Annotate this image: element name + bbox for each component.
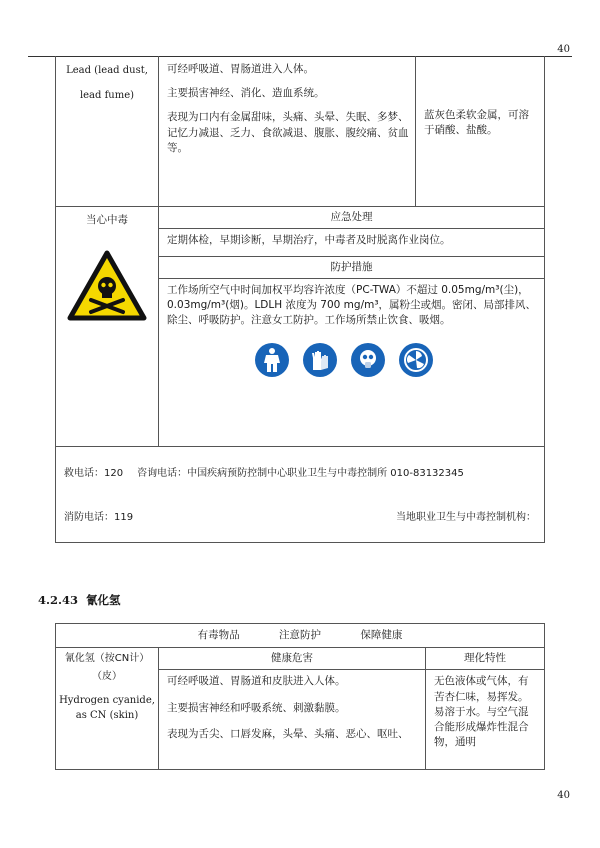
hcn-health-header: 健康危害 bbox=[159, 648, 426, 670]
banner-protect: 注意防护 bbox=[279, 629, 321, 641]
protection-cell bbox=[159, 278, 545, 446]
hcn-banner bbox=[56, 624, 545, 648]
hcn-name-en-1: Hydrogen cyanide, bbox=[59, 695, 155, 707]
toxic-warning-icon bbox=[67, 250, 147, 322]
lead-health-p2: 主要损害神经、消化、造血系统。 bbox=[167, 87, 325, 100]
hcn-health-p3: 表现为舌尖、口唇发麻，头晕、头痛、恶心、呕吐、 bbox=[167, 727, 409, 740]
hcn-health-cell bbox=[159, 670, 426, 770]
banner-toxic: 有毒物品 bbox=[197, 629, 240, 641]
warning-label: 当心中毒 bbox=[86, 213, 128, 226]
lead-name-en-1: Lead (lead dust, bbox=[66, 65, 148, 76]
section-title: 氰化氢 bbox=[86, 593, 121, 607]
fire-phone: 消防电话：119 bbox=[64, 511, 134, 523]
ventilation-icon bbox=[399, 343, 433, 377]
page-number-top: 40 bbox=[557, 44, 570, 55]
local-agency: 当地职业卫生与中毒控制机构： bbox=[396, 511, 536, 523]
lead-name-en-2: lead fume) bbox=[79, 89, 135, 101]
lead-health-cell bbox=[159, 56, 416, 206]
emergency-header: 应急处理 bbox=[159, 206, 545, 228]
contact-cell bbox=[56, 446, 545, 542]
hcn-health-p2: 主要损害神经和呼吸系统、刺激黏膜。 bbox=[167, 701, 346, 714]
section-heading bbox=[38, 592, 121, 608]
protective-gloves-icon bbox=[303, 343, 337, 377]
hcn-health-p1: 可经呼吸道、胃肠道和皮肤进入人体。 bbox=[167, 675, 346, 688]
section-number: 4.2.43 bbox=[38, 593, 79, 607]
lead-health-p1: 可经呼吸道、胃肠道进入人体。 bbox=[167, 63, 314, 75]
lead-table bbox=[55, 56, 545, 543]
hcn-name-en-2: as CN (skin) bbox=[75, 709, 139, 721]
hcn-properties-cell: 无色液体或气体，有苦杏仁味，易挥发。易溶于水。与空气混合能形成爆炸性混合物，通明 bbox=[426, 670, 545, 770]
lead-name-cell bbox=[56, 56, 159, 206]
hcn-name-cn-2: （皮） bbox=[92, 670, 122, 682]
protective-suit-icon bbox=[255, 343, 289, 377]
hcn-name-cell bbox=[56, 648, 159, 770]
gas-mask-icon bbox=[351, 343, 385, 377]
consult-phone: 咨询电话：中国疾病预防控制中心职业卫生与中毒控制所 010-83132345 bbox=[137, 467, 464, 479]
ppe-icon-row bbox=[167, 329, 538, 377]
page-number-bottom: 40 bbox=[557, 790, 570, 801]
emergency-text: 定期体检，早期诊断，早期治疗，中毒者及时脱离作业岗位。 bbox=[159, 228, 545, 256]
lead-health-p3: 表现为口内有金属甜味，头痛、头晕、失眠、多梦、记忆力减退、乏力、食欲减退、腹胀、腹绞痛、贫血等。 bbox=[167, 111, 409, 154]
hcn-properties-header: 理化特性 bbox=[426, 648, 545, 670]
hcn-name-cn-1: 氰化氢（按CN计） bbox=[64, 653, 150, 665]
lead-properties-cell: 蓝灰色柔软金属，可溶于硝酸、盐酸。 bbox=[416, 56, 545, 206]
protection-text: 工作场所空气中时间加权平均容许浓度（PC-TWA）不超过 0.05mg/m³(尘)，0.03mg/m³(烟)。LDLH 浓度为 700 mg/m³，属粉尘或烟。密闭、局部排风、除尘、呼吸防护。注意女工防护。工作场所禁止饮食、吸烟。 bbox=[167, 283, 537, 327]
rescue-phone: 救电话：120 bbox=[64, 467, 124, 479]
protection-header: 防护措施 bbox=[159, 256, 545, 278]
warning-cell bbox=[56, 206, 159, 446]
banner-health: 保障健康 bbox=[360, 629, 403, 641]
hcn-table bbox=[55, 623, 545, 770]
